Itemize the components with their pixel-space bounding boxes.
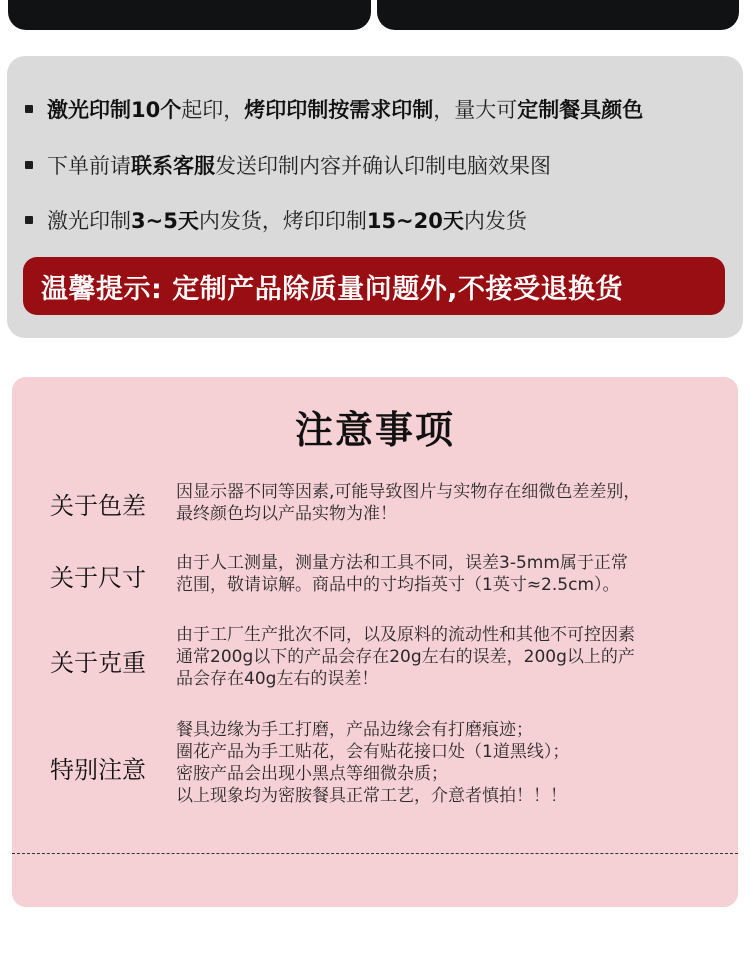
notice-line: 以上现象均为密胺餐具正常工艺，介意者慎拍！！！ — [176, 786, 567, 806]
bullet-bold-segment: 激光印制10个 — [47, 98, 182, 122]
notice-body-size — [176, 552, 716, 596]
bullet-bold-segment: 3~5天 — [131, 209, 199, 233]
notice-label-color: 关于色差 — [50, 492, 146, 520]
bullet-text — [47, 205, 527, 235]
notice-label-size: 关于尺寸 — [50, 564, 146, 592]
bullet-segment: 下单前请 — [47, 154, 131, 178]
notice-line: 通常200g以下的产品会存在20g左右的误差，200g以上的产 — [176, 647, 635, 667]
bullet-bold-segment: 定制餐具颜色 — [517, 98, 644, 122]
bullet-item — [25, 145, 551, 185]
bullet-item — [25, 89, 643, 129]
top-tab-left[interactable] — [8, 0, 371, 30]
notice-line: 最终颜色均以产品实物为准！ — [176, 504, 397, 524]
bullet-bold-segment: 联系客服 — [131, 154, 215, 178]
bullet-segment: 内发货，烤印印制 — [198, 209, 367, 233]
notice-label-weight: 关于克重 — [50, 649, 146, 677]
notice-line: 因显示器不同等因素,可能导致图片与实物存在细微色差差别， — [176, 482, 641, 502]
dashed-divider — [12, 853, 738, 854]
notice-line: 圈花产品为手工贴花，会有贴花接口处（1道黑线）； — [176, 742, 570, 762]
bullet-item — [25, 200, 527, 240]
bullet-text — [47, 94, 643, 124]
bullet-segment: 起印， — [181, 98, 245, 122]
notice-body-special — [176, 719, 716, 807]
bullet-text — [47, 150, 551, 180]
notice-line: 范围，敬请谅解。商品中的寸均指英寸（1英寸≈2.5cm）。 — [176, 575, 620, 595]
bullet-segment: ，量大可 — [433, 98, 518, 122]
notice-body-color — [176, 481, 716, 525]
notice-line: 密胺产品会出现小黑点等细微杂质； — [176, 764, 448, 784]
notice-body-weight — [176, 624, 716, 690]
warning-banner: 温馨提示: 定制产品除质量问题外,不接受退换货 — [23, 257, 725, 315]
notice-label-special: 特别注意 — [50, 756, 146, 784]
bullet-segment: 发送印制内容并确认印制电脑效果图 — [215, 154, 551, 178]
bullet-dot-icon — [25, 161, 33, 169]
bullet-dot-icon — [25, 105, 33, 113]
bullet-dot-icon — [25, 216, 33, 224]
bullet-segment: 激光印制 — [47, 209, 131, 233]
notice-panel — [12, 377, 738, 907]
notice-line: 餐具边缘为手工打磨，产品边缘会有打磨痕迹； — [176, 720, 533, 740]
bullet-bold-segment: 烤印印制按需求印制 — [244, 98, 434, 122]
notice-line: 品会存在40g左右的误差！ — [176, 669, 379, 689]
bullet-bold-segment: 15~20天 — [366, 209, 464, 233]
notice-title: 注意事项 — [294, 408, 455, 452]
bullet-segment: 内发货 — [463, 209, 527, 233]
top-tab-right[interactable] — [377, 0, 739, 30]
notice-line: 由于工厂生产批次不同，以及原料的流动性和其他不可控因素 — [176, 625, 635, 645]
print-info-panel — [7, 56, 743, 338]
notice-line: 由于人工测量，测量方法和工具不同，误差3-5mm属于正常 — [176, 553, 628, 573]
